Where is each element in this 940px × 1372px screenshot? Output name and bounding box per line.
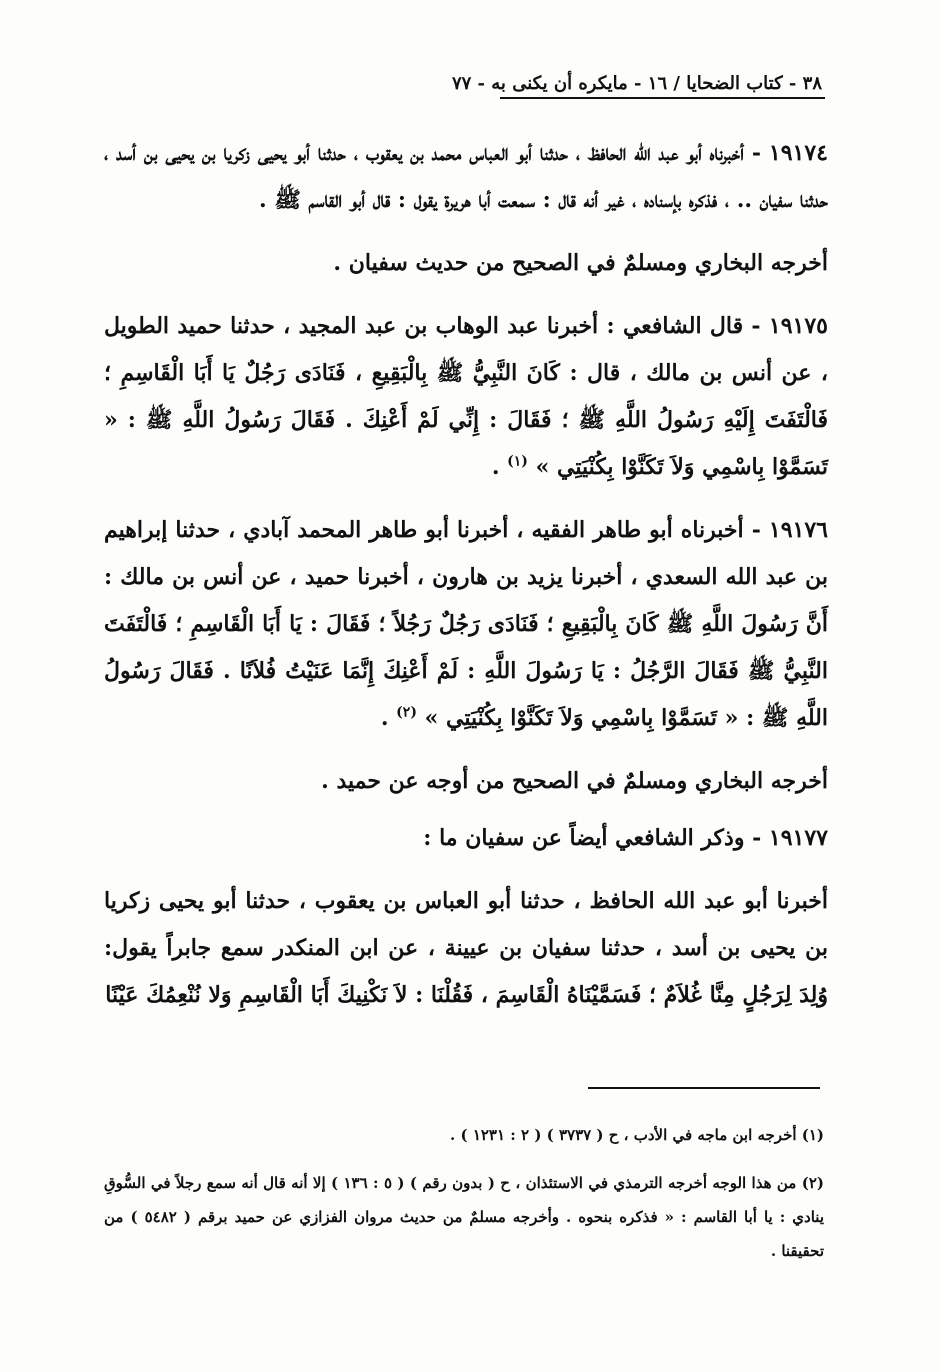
footnote-reference[interactable]: (٢) — [396, 704, 417, 721]
hadith-text: - وذكر الشافعي أيضاً عن سفيان ما : — [423, 825, 769, 851]
hadith-19177 — [104, 815, 828, 862]
hadith-number: ١٩١٧٧ — [768, 825, 828, 851]
isnad-paragraph — [104, 878, 828, 1019]
takhrij-note — [104, 240, 828, 287]
footnotes — [104, 1118, 824, 1282]
hadith-number: ١٩١٧٤ — [768, 140, 828, 166]
hadith-text: - قال الشافعي : أخبرنا عبد الوهاب بن عبد المجيد ، حدثنا حميد الطويل ، عن أنس بن مالك ، قال : كَانَ النَّبِيُّ ﷺ بِالْبَقِيعِ ، فَنَادَى رَجُلٌ يَا أَبَا الْقَاسِمِ ؛ فَالْتَفَتَ إِلَيْهِ رَسُولُ اللَّهِ ﷺ ؛ فَقَالَ : إِنِّي لَمْ أَعْنِكَ . فَقَالَ رَسُولُ اللَّهِ ﷺ : « تَسَمَّوْا بِاسْمِي وَلاَ تَكَنَّوْا بِكُنْيَتِي » — [104, 313, 828, 480]
takhrij-note — [104, 758, 828, 805]
hadith-text: - أخبرناه أبو عبد الله الحافظ ، حدثنا أبو العباس محمد بن يعقوب ، حدثنا أبو يحيى زكريا بن يحيى بن أسد ، حدثنا سفيان .. ، فذكره بإسناده ، غير أنه قال : سمعت أبا هريرة يقول : قال أبو القاسم ﷺ . — [104, 140, 828, 213]
takhrij-text: أخرجه البخاري ومسلمٌ في الصحيح من حديث سفيان . — [333, 250, 828, 276]
hadith-19174 — [104, 130, 828, 224]
main-text — [104, 130, 828, 1035]
hadith-tail: . — [380, 705, 397, 731]
running-header: ٣٨ - كتاب الضحايا / ١٦ - مايكره أن يكنى به - ٧٧ — [451, 73, 822, 94]
footnote-separator — [588, 1087, 820, 1089]
header-rule — [500, 97, 825, 99]
hadith-tail: . — [491, 454, 508, 480]
footnote-1: (١) أخرجه ابن ماجه في الأدب ، ح ( ٣٧٣٧ ) ( ٢ : ١٢٣١ ) . — [450, 1126, 824, 1144]
hadith-19175 — [104, 303, 828, 491]
hadith-text: - أخبرناه أبو طاهر الفقيه ، أخبرنا أبو طاهر المحمد آبادي ، حدثنا إبراهيم بن عبد الله السعدي ، أخبرنا يزيد بن هارون ، أخبرنا حميد ، عن أنس بن مالك : أَنَّ رَسُولَ اللَّهِ ﷺ كَانَ بِالْبَقِيعِ ؛ فَنَادَى رَجُلٌ رَجُلاً ؛ فَقَالَ : يَا أَبَا الْقَاسِمِ ؛ فَالْتَفَتَ النَّبِيُّ ﷺ فَقَالَ الرَّجُلُ : يَا رَسُولَ اللَّهِ : لَمْ أَعْنِكَ إِنَّمَا عَنَيْتُ فُلاَنًا . فَقَالَ رَسُولُ اللَّهِ ﷺ : « تَسَمَّوْا بِاسْمِي وَلاَ تَكَنَّوْا بِكُنْيَتِي » — [104, 517, 828, 731]
hadith-number: ١٩١٧٥ — [768, 313, 828, 339]
takhrij-text: أخرجه البخاري ومسلمٌ في الصحيح من أوجه عن حميد . — [321, 768, 828, 794]
footnote-2: (٢) من هذا الوجه أخرجه الترمذي في الاستئذان ، ح ( بدون رقم ) ( ٥ : ١٣٦ ) إلا أنه قال أنه سمع رجلاً في السُّوقِ ينادي : يا أبا القاسم : « فذكره بنحوه . وأخرجه مسلمٌ من حديث مروان الفزازي عن حميد برقم ( ٥٤٨٢ ) من تحقيقنا . — [104, 1174, 824, 1260]
hadith-19176 — [104, 507, 828, 742]
footnote-reference[interactable]: (١) — [507, 453, 528, 470]
isnad-text: أخبرنا أبو عبد الله الحافظ ، حدثنا أبو العباس بن يعقوب ، حدثنا أبو يحيى زكريا بن يحيى بن أسد ، حدثنا سفيان بن عيينة ، عن ابن المنكدر سمع جابراً يقول: وُلِدَ لِرَجُلٍ مِنَّا غُلاَمٌ ؛ فَسَمَّيْنَاهُ الْقَاسِمَ ، فَقُلْنَا : لاَ نَكْنِيكَ أَبَا الْقَاسِمِ وَلا نُنْعِمُكَ عَيْنًا — [104, 888, 828, 1008]
hadith-number: ١٩١٧٦ — [768, 517, 828, 543]
